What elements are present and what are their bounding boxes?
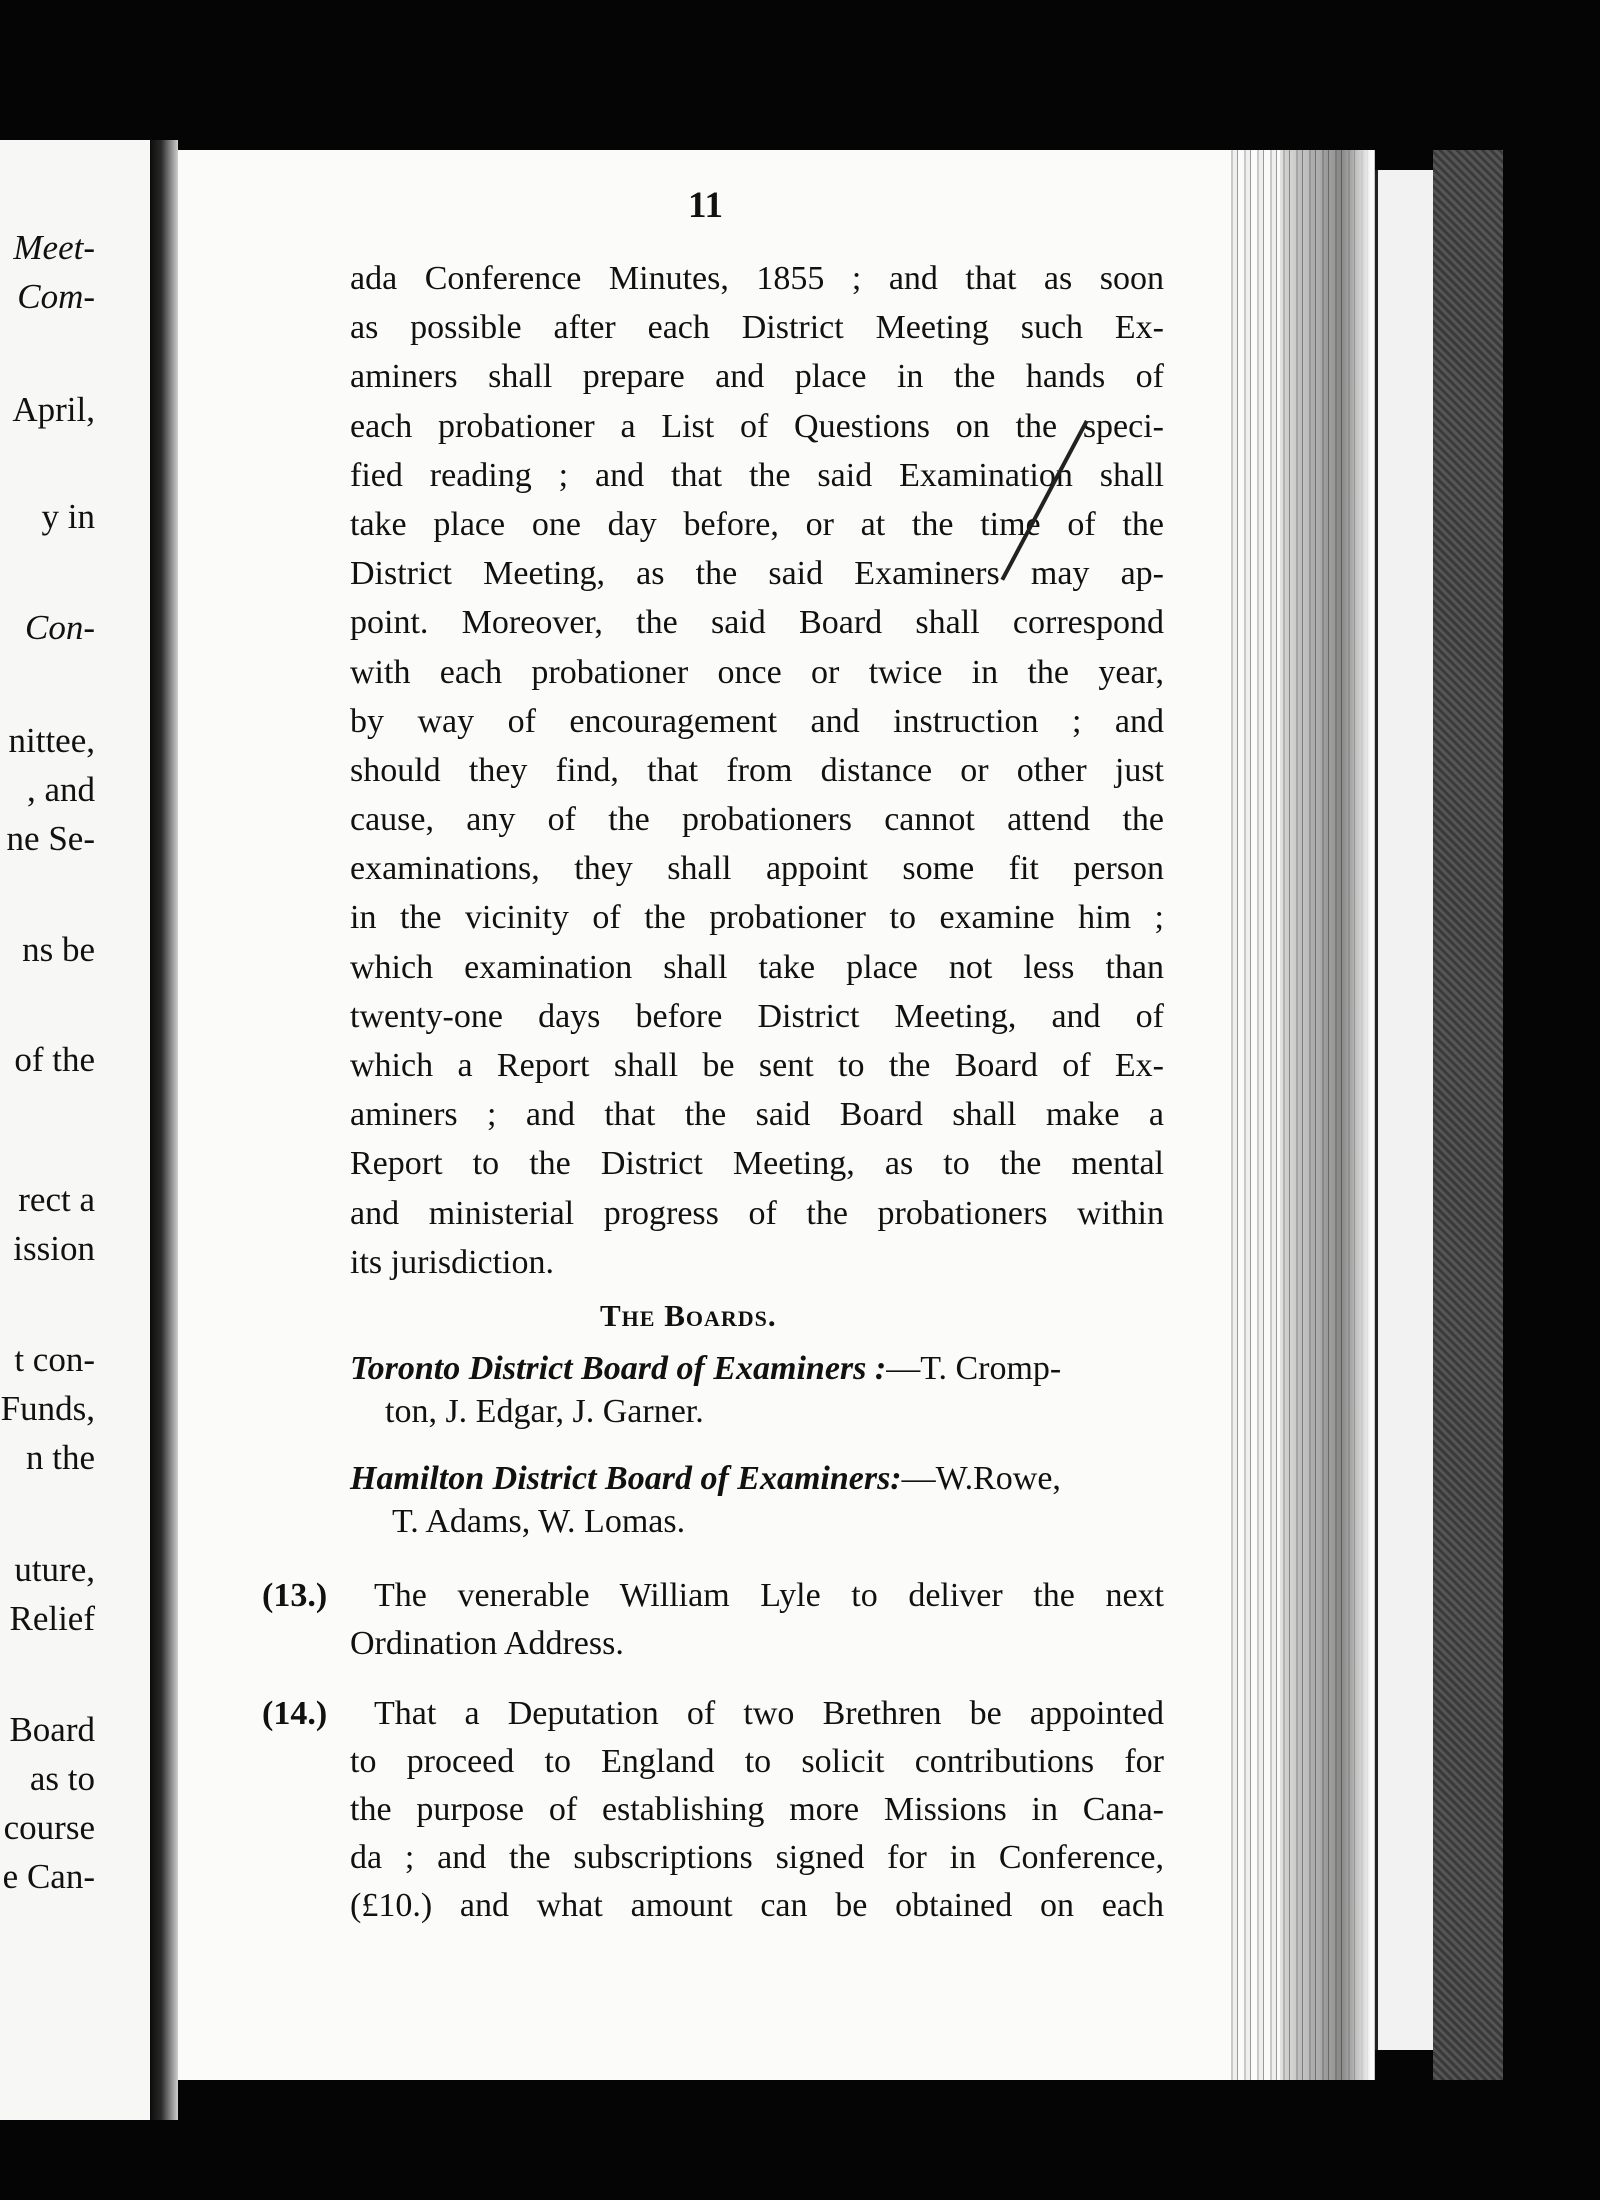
text-line: by way of encouragement and instruction ; and bbox=[350, 702, 1164, 740]
left-page-line: Meet- bbox=[13, 228, 95, 267]
book-gutter bbox=[150, 140, 178, 2120]
hamilton-board-label: Hamilton District Board of Examiners: bbox=[350, 1460, 902, 1497]
left-page-line: nittee, bbox=[8, 721, 95, 760]
text-line: aminers shall prepare and place in the hands of bbox=[350, 358, 1164, 396]
left-page-line: rect a bbox=[18, 1180, 95, 1219]
text-line: ada Conference Minutes, 1855 ; and that as soon bbox=[350, 260, 1164, 297]
text-line: its jurisdiction. bbox=[350, 1243, 554, 1281]
boards-heading: The Boards. bbox=[600, 1298, 777, 1333]
text-line: in the vicinity of the probationer to examine him ; bbox=[350, 899, 1164, 937]
left-page-line: course bbox=[3, 1808, 95, 1847]
item-13-number: (13.) bbox=[262, 1577, 328, 1614]
left-page-line: t con- bbox=[14, 1340, 95, 1379]
page-edges-shadow bbox=[1280, 150, 1370, 2080]
hamilton-board-entry bbox=[350, 1454, 1164, 1503]
hamilton-board-names-cont: T. Adams, W. Lomas. bbox=[392, 1503, 686, 1540]
left-page-line: Com- bbox=[17, 277, 95, 316]
hamilton-board-names: —W.Rowe, bbox=[901, 1460, 1061, 1497]
text-line: with each probationer once or twice in the year, bbox=[350, 653, 1164, 691]
left-page-line: uture, bbox=[14, 1550, 95, 1589]
item-13-line: The venerable William Lyle to deliver the next bbox=[374, 1577, 1164, 1614]
left-page-line: , and bbox=[26, 770, 95, 809]
left-page-line: as to bbox=[29, 1759, 95, 1798]
left-page-line: April, bbox=[12, 390, 95, 429]
item-14-line: (£10.) and what amount can be obtained on each bbox=[350, 1887, 1164, 1924]
left-page-line: of the bbox=[14, 1040, 95, 1079]
text-line: fied reading ; and that the said Examination shall bbox=[350, 456, 1164, 494]
text-line: which a Report shall be sent to the Board of Ex- bbox=[350, 1047, 1164, 1084]
item-14-line: da ; and the subscriptions signed for in Conference, bbox=[350, 1839, 1164, 1876]
text-line: each probationer a List of Questions on the speci- bbox=[350, 407, 1164, 445]
text-line: which examination shall take place not less than bbox=[350, 948, 1164, 986]
left-page-line: Board bbox=[9, 1710, 95, 1749]
endpaper bbox=[1375, 170, 1436, 2050]
item-14-line: to proceed to England to solicit contributions for bbox=[350, 1743, 1164, 1780]
text-line: Report to the District Meeting, as to the mental bbox=[350, 1145, 1164, 1183]
left-page bbox=[0, 140, 154, 2120]
left-page-line: e Can- bbox=[2, 1857, 95, 1896]
left-page-line: ission bbox=[13, 1229, 95, 1268]
toronto-board-names-cont: ton, J. Edgar, J. Garner. bbox=[385, 1393, 704, 1430]
body-paragraph bbox=[350, 254, 1164, 1287]
left-page-line: Con- bbox=[25, 608, 95, 647]
item-14-line: the purpose of establishing more Missions in Cana- bbox=[350, 1791, 1164, 1828]
item-14 bbox=[262, 1690, 1166, 1940]
book-cover bbox=[1433, 150, 1503, 2080]
item-14-line: That a Deputation of two Brethren be appointed bbox=[374, 1695, 1164, 1732]
toronto-board-entry bbox=[350, 1344, 1164, 1393]
toronto-board-names: —T. Cromp- bbox=[886, 1350, 1062, 1387]
text-line: should they find, that from distance or other just bbox=[350, 751, 1164, 789]
text-line: cause, any of the probationers cannot attend the bbox=[350, 801, 1164, 839]
left-page-line: ne Se- bbox=[6, 819, 95, 858]
page-number: 11 bbox=[688, 185, 723, 226]
text-line: as possible after each District Meeting such Ex- bbox=[350, 309, 1164, 347]
item-13-line: Ordination Address. bbox=[350, 1625, 624, 1662]
text-line: and ministerial progress of the probationers within bbox=[350, 1194, 1164, 1232]
text-line: point. Moreover, the said Board shall correspond bbox=[350, 604, 1164, 642]
text-line: District Meeting, as the said Examiners may ap- bbox=[350, 555, 1164, 593]
left-page-line: Relief bbox=[9, 1599, 95, 1638]
left-page-line: y in bbox=[41, 497, 95, 536]
toronto-board-label: Toronto District Board of Examiners : bbox=[350, 1350, 887, 1387]
left-page-line: n the bbox=[25, 1438, 95, 1477]
left-page-line: Funds, bbox=[0, 1389, 95, 1428]
text-line: twenty-one days before District Meeting, and of bbox=[350, 997, 1164, 1035]
left-page-line: ns be bbox=[22, 930, 95, 969]
item-14-number: (14.) bbox=[262, 1695, 328, 1732]
text-line: take place one day before, or at the time of the bbox=[350, 505, 1164, 543]
text-line: aminers ; and that the said Board shall make a bbox=[350, 1096, 1164, 1134]
text-line: examinations, they shall appoint some fit person bbox=[350, 850, 1164, 888]
item-13 bbox=[262, 1572, 1166, 1672]
